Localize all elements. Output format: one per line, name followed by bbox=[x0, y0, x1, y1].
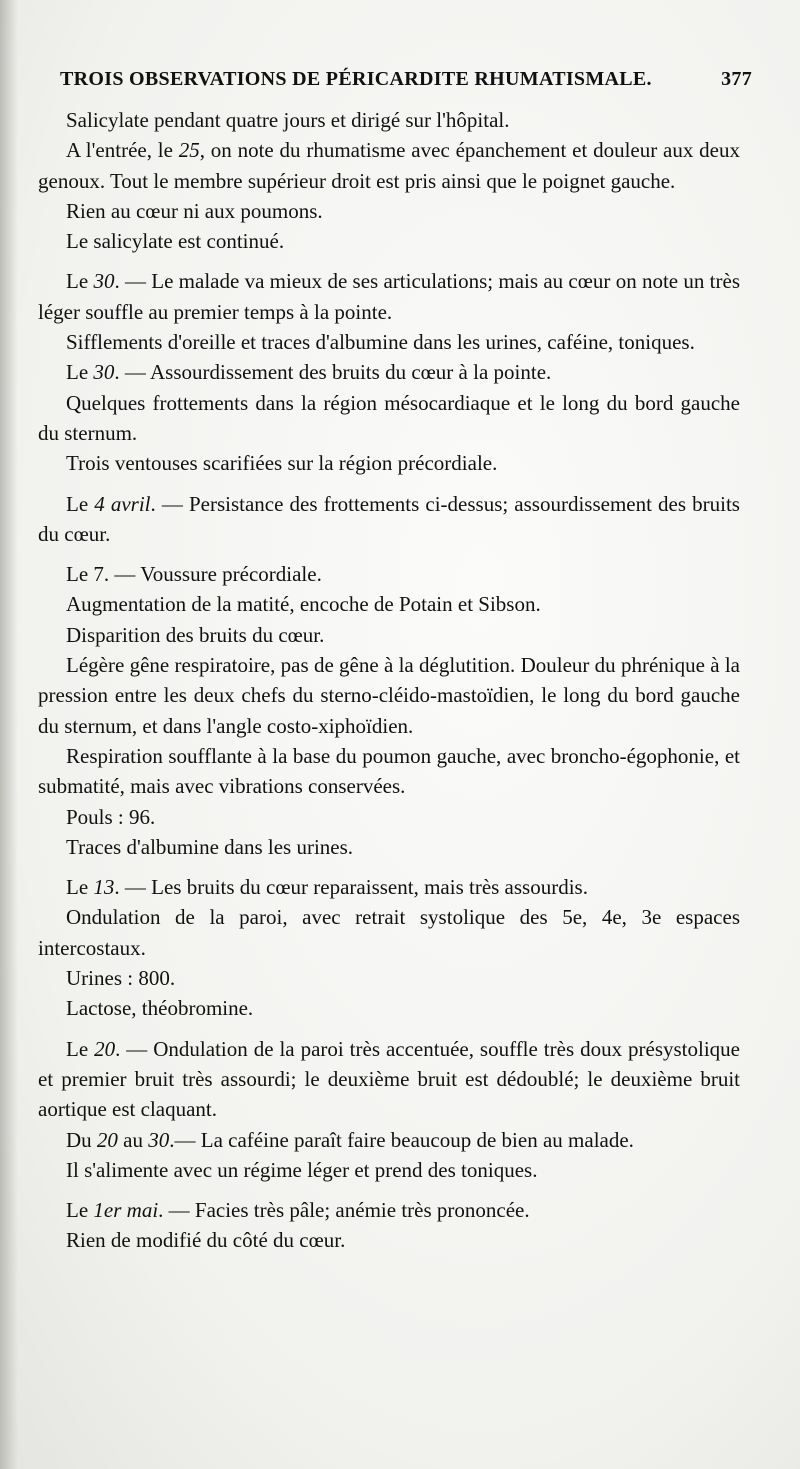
text-run: A l'entrée, le bbox=[66, 138, 179, 163]
paragraph bbox=[38, 489, 740, 550]
body-text bbox=[38, 105, 740, 1256]
running-title: TROIS OBSERVATIONS DE PÉRICARDITE RHUMATISMALE. bbox=[60, 68, 652, 90]
text-run: , on note du rhumatisme avec épanchement et douleur aux deux genoux. Tout le membre supérieur droit est pris ainsi que le poignet gauche. bbox=[38, 138, 740, 193]
paragraph bbox=[38, 1195, 740, 1225]
paragraph bbox=[38, 832, 740, 862]
text-run: Le bbox=[66, 875, 94, 900]
running-header bbox=[60, 68, 752, 91]
text-run: . — Persistance des frottements ci-dessus; assourdissement des bruits du cœur. bbox=[38, 491, 740, 546]
paragraph bbox=[38, 993, 740, 1023]
text-run: . — Le malade va mieux de ses articulations; mais au cœur on note un très léger souffle au premier temps à la pointe. bbox=[38, 269, 740, 324]
paragraph bbox=[38, 226, 740, 256]
paragraph bbox=[38, 1225, 740, 1255]
text-run: Disparition des bruits du cœur. bbox=[66, 622, 325, 647]
paragraph bbox=[38, 105, 740, 135]
date-italic: 30 bbox=[93, 269, 115, 294]
text-run: Quelques frottements dans la région mésocardiaque et le long du bord gauche du sternum. bbox=[38, 390, 740, 445]
text-run: Le bbox=[66, 1036, 95, 1061]
text-run: .— La caféine paraît faire beaucoup de bien au malade. bbox=[169, 1127, 634, 1152]
text-run: Légère gêne respiratoire, pas de gêne à la déglutition. Douleur du phrénique à la pression entre les deux chefs du sterno-cléido-mastoïdien, le long du bord gauche du sternum, et dans l'angle costo-xiphoïdien. bbox=[38, 653, 740, 738]
text-run: Le bbox=[66, 269, 94, 294]
date-italic: 30 bbox=[93, 360, 115, 385]
paragraph bbox=[38, 902, 740, 963]
text-run: Rien au cœur ni aux poumons. bbox=[66, 198, 323, 223]
text-run: Il s'alimente avec un régime léger et prend des toniques. bbox=[66, 1157, 538, 1182]
text-run: . — Assourdissement des bruits du cœur à la pointe. bbox=[114, 360, 552, 385]
text-run: Trois ventouses scarifiées sur la région précordiale. bbox=[66, 451, 498, 476]
text-run: . — Facies très pâle; anémie très prononcée. bbox=[158, 1198, 530, 1223]
date-italic: 20 bbox=[94, 1036, 116, 1061]
paragraph bbox=[38, 620, 740, 650]
text-run: Le bbox=[66, 1198, 94, 1223]
paragraph bbox=[38, 448, 740, 478]
paragraph bbox=[38, 266, 740, 327]
text-run: Urines : 800. bbox=[66, 966, 176, 991]
paragraph bbox=[38, 802, 740, 832]
paragraph bbox=[38, 741, 740, 802]
paragraph bbox=[38, 1125, 740, 1155]
paragraph bbox=[38, 559, 740, 589]
text-run: . — Les bruits du cœur reparaissent, mais très assourdis. bbox=[114, 875, 588, 900]
text-run: Salicylate pendant quatre jours et dirigé sur l'hôpital. bbox=[66, 108, 510, 132]
text-run: Pouls : 96. bbox=[66, 804, 156, 829]
text-run: Le salicylate est continué. bbox=[66, 229, 285, 254]
text-run: Ondulation de la paroi, avec retrait systolique des 5e, 4e, 3e espaces intercostaux. bbox=[38, 905, 740, 960]
paragraph bbox=[38, 1034, 740, 1125]
paragraph bbox=[38, 135, 740, 196]
binding-shadow bbox=[0, 0, 18, 1469]
paragraph bbox=[38, 327, 740, 357]
text-run: au bbox=[117, 1127, 149, 1152]
text-run: Lactose, théobromine. bbox=[66, 996, 254, 1021]
paragraph bbox=[38, 872, 740, 902]
date-italic: 30 bbox=[148, 1127, 170, 1152]
text-run: Le bbox=[66, 491, 95, 516]
date-italic: 25 bbox=[178, 138, 200, 163]
text-run: Traces d'albumine dans les urines. bbox=[66, 834, 354, 859]
paragraph bbox=[38, 963, 740, 993]
text-run: Respiration soufflante à la base du poumon gauche, avec broncho-égophonie, et submatité, mais avec vibrations conservées. bbox=[38, 743, 740, 799]
paragraph bbox=[38, 357, 740, 387]
text-run: Le 7. — Voussure précordiale. bbox=[66, 562, 322, 587]
text-run: . — Ondulation de la paroi très accentuée, souffle très doux présystolique et premier bruit très assourdi; le deuxième bruit est dédoublé; le deuxième bruit aortique est claquant. bbox=[38, 1036, 740, 1122]
page-number: 377 bbox=[721, 68, 752, 90]
paragraph bbox=[38, 196, 740, 226]
paragraph bbox=[38, 589, 740, 619]
paragraph bbox=[38, 650, 740, 741]
paragraph bbox=[38, 388, 740, 449]
text-run: Rien de modifié du côté du cœur. bbox=[66, 1228, 346, 1253]
date-italic: 20 bbox=[96, 1127, 118, 1152]
text-run: Augmentation de la matité, encoche de Potain et Sibson. bbox=[66, 592, 541, 617]
date-italic: 1er mai bbox=[93, 1198, 159, 1223]
text-run: Sifflements d'oreille et traces d'albumine dans les urines, caféine, toniques. bbox=[66, 330, 695, 355]
date-italic: 4 avril bbox=[94, 491, 151, 516]
paragraph bbox=[38, 1155, 740, 1185]
text-run: Du bbox=[66, 1127, 97, 1152]
date-italic: 13 bbox=[93, 875, 115, 900]
text-run: Le bbox=[66, 360, 94, 385]
